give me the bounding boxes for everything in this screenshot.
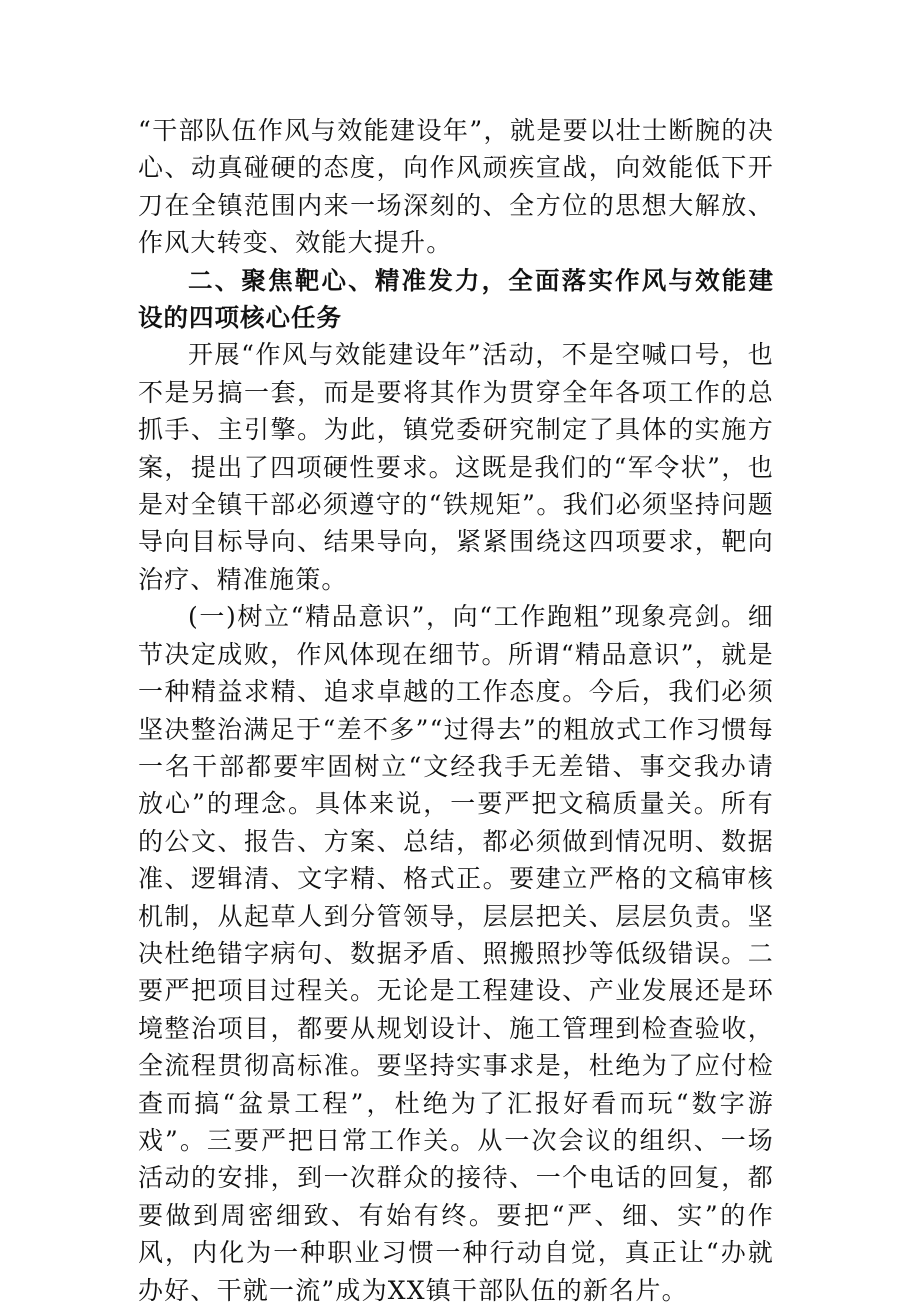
body-paragraph-2: 开展“作风与效能建设年”活动，不是空喊口号，也不是另搞一套，而是要将其作为贯穿全年各项工作的总抓手、主引擎。为此，镇党委研究制定了具体的实施方案，提出了四项硬性要求。这既是我们的“军令状”，也是对全镇干部必须遵守的“铁规矩”。我们必须坚持问题导向目标导向、结果导向，紧紧围绕这四项要求，靶向治疗、精准施策。 xyxy=(138,340,774,594)
document-page xyxy=(138,112,774,1309)
body-paragraph-3: (一)树立“精品意识”，向“工作跑粗”现象亮剑。细节决定成败，作风体现在细节。所谓“精品意识”，就是一种精益求精、追求卓越的工作态度。今后，我们必须坚决整治满足于“差不多”“过得去”的粗放式工作习惯每一名干部都要牢固树立“文经我手无差错、事交我办请放心”的理念。具体来说，一要严把文稿质量关。所有的公文、报告、方案、总结，都必须做到情况明、数据准、逻辑清、文字精、格式正。要建立严格的文稿审核机制，从起草人到分管领导，层层把关、层层负责。坚决杜绝错字病句、数据矛盾、照搬照抄等低级错误。二要严把项目过程关。无论是工程建设、产业发展还是环境整治项目，都要从规划设计、施工管理到检查验收，全流程贯彻高标准。要坚持实事求是，杜绝为了应付检查而搞“盆景工程”，杜绝为了汇报好看而玩“数字游戏”。三要严把日常工作关。从一次会议的组织、一场活动的安排，到一次群众的接待、一个电话的回复，都要做到周密细致、有始有终。要把“严、细、实”的作风，内化为一种职业习惯一种行动自觉，真正让“办就办好、干就一流”成为XX镇干部队伍的新名片。 xyxy=(138,602,774,1305)
section-heading-2: 二、聚焦靶心、精准发力，全面落实作风与效能建设的四项核心任务 xyxy=(138,265,774,333)
body-paragraph-1: “干部队伍作风与效能建设年”，就是要以壮士断腕的决心、动真碰硬的态度，向作风顽疾宣战，向效能低下开刀在全镇范围内来一场深刻的、全方位的思想大解放、作风大转变、效能大提升。 xyxy=(138,116,774,258)
